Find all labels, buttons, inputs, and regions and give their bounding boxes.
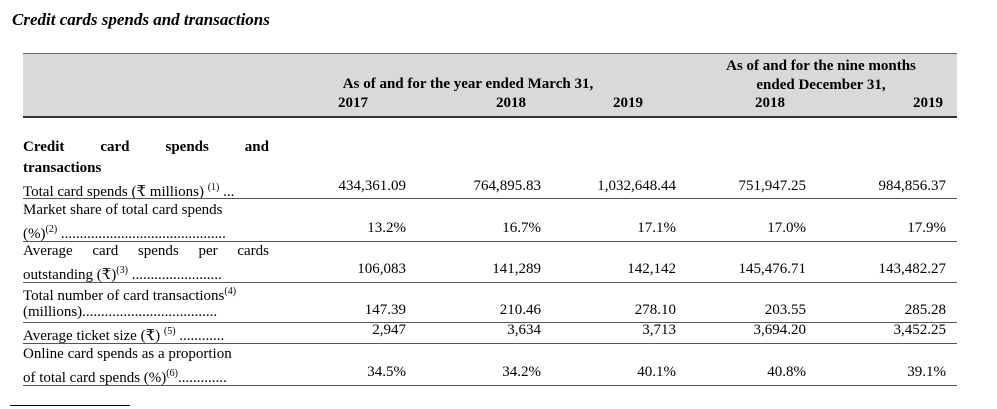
table-header <box>23 53 957 118</box>
row-label-total-card-spends: Total card spends (₹ millions) $^{(1)}$ ... <box>23 182 235 200</box>
year-2017: 2017 <box>338 95 368 111</box>
table-cell: 3,452.25 <box>893 322 946 338</box>
table-cell: 984,856.37 <box>878 178 946 194</box>
table-cell: 3,713 <box>642 322 676 338</box>
table-cell: 17.9% <box>907 220 946 236</box>
year-group-heading: As of and for the year ended March 31, <box>342 76 594 92</box>
table-cell: 147.39 <box>364 302 406 318</box>
row-label-market-share-line1: Market share of total card spends <box>23 202 223 218</box>
row-label-card-transactions-line2: (millions).................................... <box>23 304 218 320</box>
table-cell: 17.0% <box>767 220 806 236</box>
page-title: Credit cards spends and transactions <box>12 10 270 29</box>
table-cell: 39.1% <box>907 364 946 380</box>
year-2018: 2018 <box>496 95 526 111</box>
row-label-average-ticket-size: Average ticket size (₹) $^{(5)}$ ............ <box>23 326 225 344</box>
table-cell: 278.10 <box>634 302 676 318</box>
table-cell: 34.2% <box>502 364 541 380</box>
table-cell: 141,289 <box>492 261 541 277</box>
table-cell: 434,361.09 <box>338 178 406 194</box>
table-cell: 40.1% <box>637 364 676 380</box>
row-label-card-transactions-line1: Total number of card transactions$^{(4)}$ <box>23 286 237 304</box>
table-cell: 764,895.83 <box>473 178 541 194</box>
nine-months-heading-line1: As of and for the nine months <box>726 58 916 74</box>
table-bottom-rule <box>23 385 957 386</box>
footnote-separator <box>10 405 130 406</box>
table-cell: 2,947 <box>372 322 406 338</box>
table-cell: 143,482.27 <box>878 261 946 277</box>
row-label-online-spends-line1: Online card spends as a proportion <box>23 346 232 362</box>
nine-months-year-2018: 2018 <box>755 95 785 111</box>
table-cell: 40.8% <box>767 364 806 380</box>
row-label-average-spends-line2: outstanding (₹)$^{(3)}$ ........................ <box>23 265 222 283</box>
row-label-online-spends-line2: of total card spends (%)$^{(6)}$............. <box>23 368 227 386</box>
table-cell: 210.46 <box>499 302 541 318</box>
nine-months-heading-line2: ended December 31, <box>756 77 886 93</box>
table-cell: 17.1% <box>637 220 676 236</box>
table-cell: 34.5% <box>367 364 406 380</box>
table-cell: 142,142 <box>627 261 676 277</box>
table-cell: 285.28 <box>904 302 946 318</box>
table-cell: 203.55 <box>764 302 806 318</box>
row-divider <box>23 198 957 199</box>
row-label-average-spends-line1: Average card spends per cards <box>23 243 269 259</box>
row-label-market-share-line2: (%)$^{(2)}$ ............................................ <box>23 224 226 242</box>
table-cell: 145,476.71 <box>738 261 806 277</box>
table-cell: 16.7% <box>502 220 541 236</box>
section-label-line1: Credit card spends and <box>23 139 269 155</box>
table-cell: 1,032,648.44 <box>597 178 676 194</box>
section-label-line2: transactions <box>23 160 102 176</box>
year-2019: 2019 <box>613 95 643 111</box>
table-cell: 106,083 <box>357 261 406 277</box>
table-cell: 3,694.20 <box>753 322 806 338</box>
table-cell: 751,947.25 <box>738 178 806 194</box>
table-cell: 13.2% <box>367 220 406 236</box>
table-cell: 3,634 <box>507 322 541 338</box>
nine-months-year-2019: 2019 <box>913 95 943 111</box>
